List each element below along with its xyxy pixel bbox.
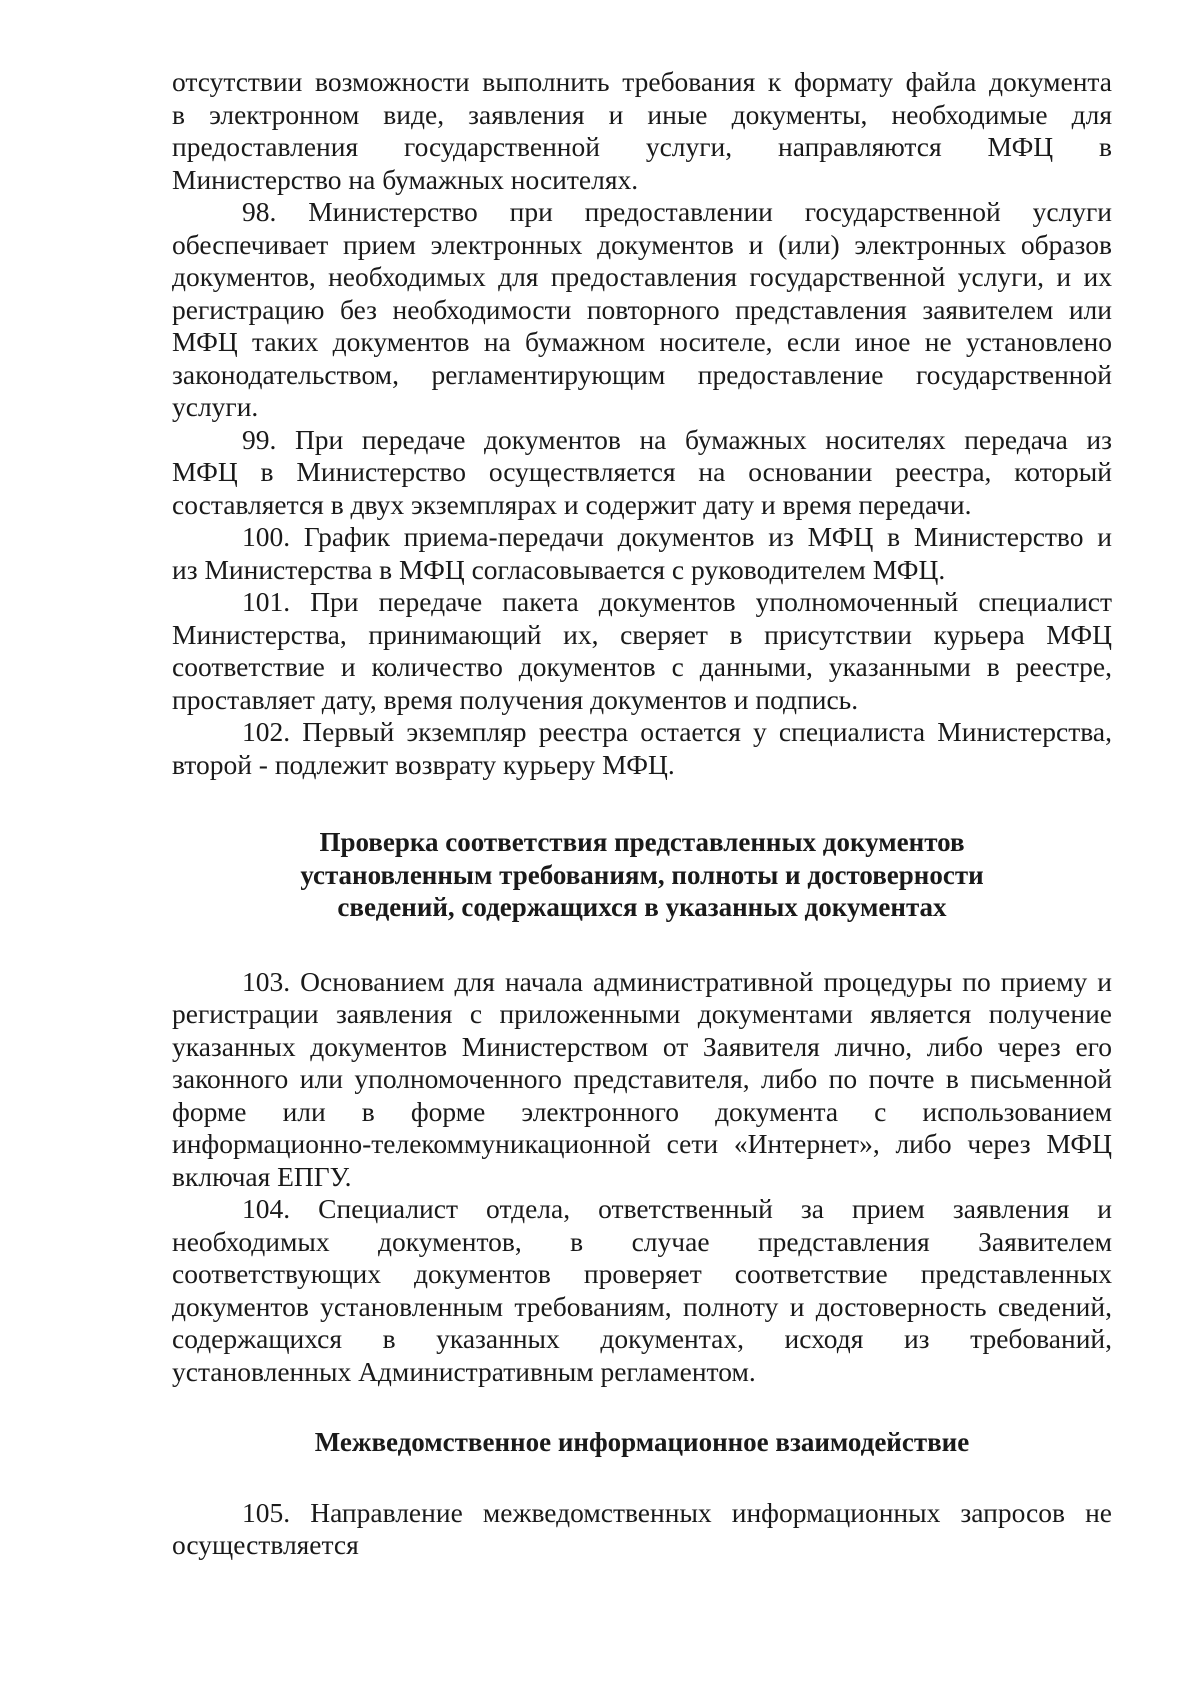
paragraph-101 xyxy=(172,586,1112,716)
text-line: 103. Основанием для начала административной процедуры по приему и xyxy=(242,965,1112,997)
heading-line: установленным требованиям, полноты и достоверности xyxy=(300,859,984,890)
text-line: в электронном виде, заявления и иные документы, необходимые для xyxy=(172,98,1112,130)
text-line: соответствие и количество документов с данными, указанными в реестре, xyxy=(172,651,1112,682)
text-line: соответствующих документов проверяет соответствие представленных xyxy=(172,1258,1112,1289)
text-line: 98. Министерство при предоставлении государственной услуги xyxy=(242,196,1112,227)
text-line: 99. При передаче документов на бумажных носителях передача из xyxy=(242,423,1112,455)
paragraph-98 xyxy=(172,196,1112,424)
text-line: документов установленным требованиям, полноту и достоверность сведений, xyxy=(172,1290,1112,1322)
section-heading-interagency-interaction: Межведомственное информационное взаимодействие xyxy=(314,1427,970,1457)
paragraph-100 xyxy=(172,521,1112,586)
text-line: Министерства, принимающий их, сверяет в присутствии курьера МФЦ xyxy=(172,618,1112,650)
text-line: установленных Административным регламентом. xyxy=(172,1355,756,1387)
text-line: 100. График приема-передачи документов из МФЦ в Министерство и xyxy=(242,521,1112,552)
text-line: необходимых документов, в случае представления Заявителем xyxy=(172,1225,1112,1257)
text-line: регистрацию без необходимости повторного представления заявителем или xyxy=(172,293,1112,325)
text-line: законного или уполномоченного представителя, либо по почте в письменной xyxy=(172,1063,1112,1094)
paragraph-99 xyxy=(172,424,1112,522)
text-line: услуги. xyxy=(172,391,259,422)
text-line: регистрации заявления с приложенными документами является получение xyxy=(172,998,1112,1029)
text-line: информационно-телекоммуникационной сети «Интернет», либо через МФЦ xyxy=(172,1128,1112,1159)
document-page xyxy=(172,66,1112,1562)
text-line: предоставления государственной услуги, направляются МФЦ в xyxy=(172,131,1112,162)
heading-line: сведений, содержащихся в указанных документах xyxy=(337,892,947,922)
paragraph-103 xyxy=(172,966,1112,1194)
text-line: 104. Специалист отдела, ответственный за прием заявления и xyxy=(242,1193,1112,1224)
text-line: 101. При передаче пакета документов уполномоченный специалист xyxy=(242,586,1112,617)
heading-line: Проверка соответствия представленных документов xyxy=(319,827,965,857)
text-line: содержащихся в указанных документах, исходя из требований, xyxy=(172,1323,1112,1354)
text-line: включая ЕПГУ. xyxy=(172,1160,352,1192)
text-line: МФЦ в Министерство осуществляется на основании реестра, который xyxy=(172,456,1112,487)
text-line: проставляет дату, время получения документов и подпись. xyxy=(172,683,859,715)
paragraph-105 xyxy=(172,1497,1112,1562)
text-line: документов, необходимых для предоставления государственной услуги, и их xyxy=(172,261,1112,292)
text-line: второй - подлежит возврату курьеру МФЦ. xyxy=(172,748,675,780)
text-line: осуществляется xyxy=(172,1529,359,1560)
paragraph-104 xyxy=(172,1193,1112,1388)
text-line: обеспечивает прием электронных документов и (или) электронных образов xyxy=(172,228,1112,260)
paragraph-97-continuation xyxy=(172,66,1112,196)
text-line: Министерство на бумажных носителях. xyxy=(172,163,639,195)
paragraph-102 xyxy=(172,716,1112,781)
text-line: составляется в двух экземплярах и содержит дату и время передачи. xyxy=(172,488,972,520)
text-line: форме или в форме электронного документа с использованием xyxy=(172,1095,1112,1127)
text-line: указанных документов Министерством от Заявителя лично, либо через его xyxy=(172,1030,1112,1062)
text-line: отсутствии возможности выполнить требования к формату файла документа xyxy=(172,66,1112,97)
text-line: из Министерства в МФЦ согласовывается с руководителем МФЦ. xyxy=(172,553,946,585)
text-line: 105. Направление межведомственных информационных запросов не xyxy=(242,1496,1112,1528)
text-line: 102. Первый экземпляр реестра остается у специалиста Министерства, xyxy=(242,716,1112,747)
text-line: законодательством, регламентирующим предоставление государственной xyxy=(172,358,1112,390)
text-line: МФЦ таких документов на бумажном носителе, если иное не установлено xyxy=(172,326,1112,357)
section-heading-document-verification xyxy=(172,826,1112,924)
